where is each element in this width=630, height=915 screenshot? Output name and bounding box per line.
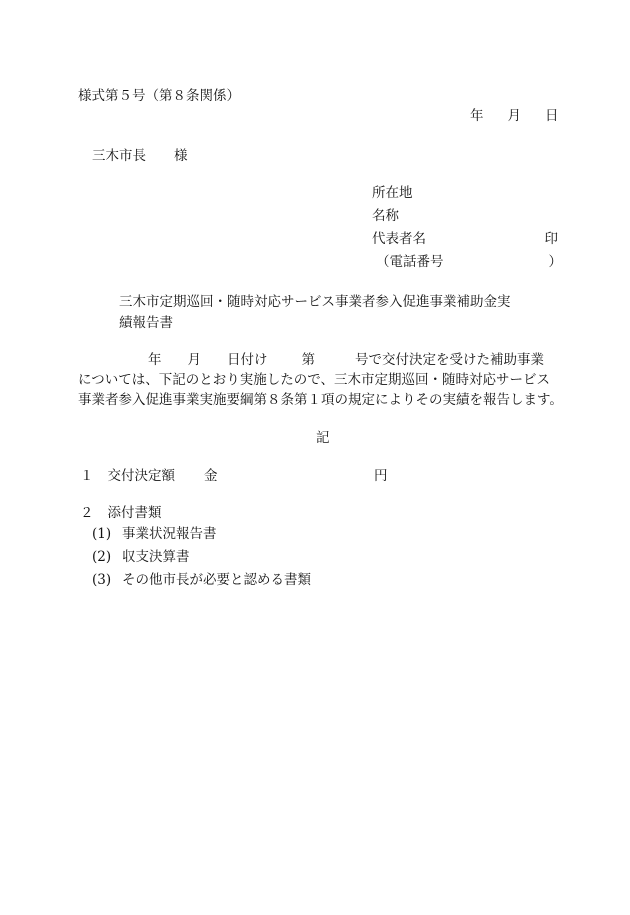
document-title-line1: 三木市定期巡回・随時対応サービス事業者参入促進事業補助金実: [119, 294, 511, 310]
attachment-number: (2): [92, 549, 112, 565]
applicant-name-label: 名称: [372, 208, 399, 224]
body-date-suffix: 日付け: [227, 352, 268, 368]
addressee-name: 三木市長: [92, 148, 146, 164]
applicant-representative: [372, 229, 558, 251]
addressee-honorific: 様: [174, 148, 188, 164]
date-line: [470, 106, 559, 128]
item1-kin: 金: [204, 468, 218, 484]
body-dai: 第: [301, 352, 315, 368]
document-title-line2: 績報告書: [119, 315, 173, 331]
phone-close-paren: ）: [548, 254, 562, 270]
attachment-number: (3): [92, 572, 112, 588]
attachment-item: [92, 547, 190, 569]
date-year: 年: [470, 108, 484, 124]
item2-number: ２: [80, 505, 94, 521]
body-line-3: 事業者参入促進事業実施要綱第８条第１項の規定によりその実績を報告します。: [78, 392, 563, 408]
applicant-phone: [376, 252, 562, 274]
attachment-text: 収支決算書: [122, 549, 190, 565]
attachment-text: 事業状況報告書: [122, 526, 217, 542]
body-year: 年: [148, 352, 162, 368]
item-attachments: [80, 503, 162, 525]
attachment-text: その他市長が必要と認める書類: [122, 572, 311, 588]
ki-heading: 記: [316, 430, 330, 446]
applicant-address-label: 所在地: [372, 185, 413, 201]
form-number: 様式第５号（第８条関係）: [78, 88, 240, 104]
body-line-2: については、下記のとおり実施したので、三木市定期巡回・随時対応サービス: [78, 372, 550, 388]
item-grant-amount: [80, 466, 388, 488]
attachment-number: (1): [92, 526, 112, 542]
item2-label: 添付書類: [107, 505, 162, 521]
phone-label: （電話番号: [376, 254, 444, 270]
addressee: [92, 146, 188, 168]
body-line-1: [148, 350, 544, 372]
body-month: 月: [187, 352, 201, 368]
attachment-item: [92, 524, 217, 546]
date-month: 月: [507, 108, 521, 124]
representative-label: 代表者名: [372, 231, 426, 247]
item1-label: 交付決定額: [107, 468, 175, 484]
attachment-item: [92, 570, 311, 592]
item1-number: １: [80, 468, 94, 484]
seal-mark: 印: [544, 231, 558, 247]
body-line1-rest: 号で交付決定を受けた補助事業: [355, 352, 544, 368]
item1-yen: 円: [374, 468, 388, 484]
date-day: 日: [545, 108, 559, 124]
